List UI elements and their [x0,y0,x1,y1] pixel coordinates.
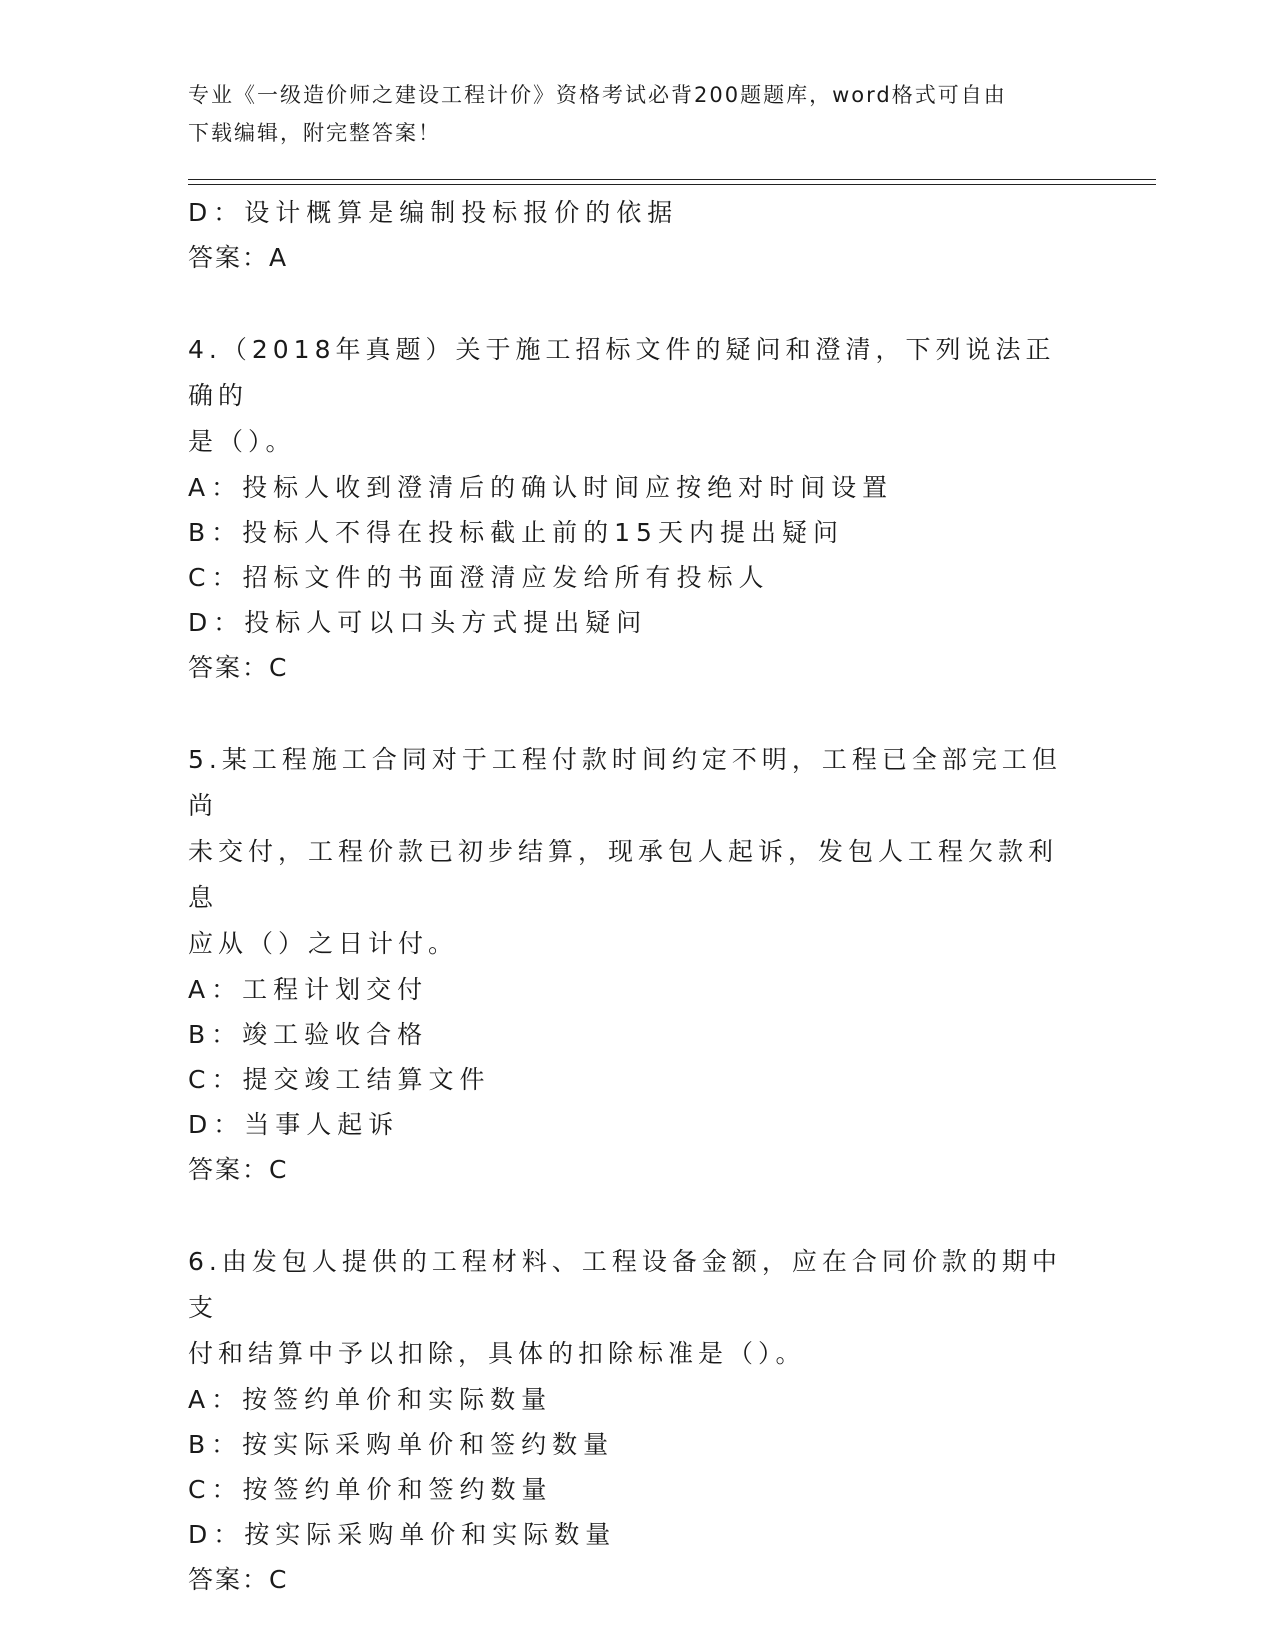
option-b: B：竣工验收合格 [188,1020,429,1049]
question-stem-line: 未交付，工程价款已初步结算，现承包人起诉，发包人工程欠款利息 [188,837,1059,912]
question-list [188,190,1068,1603]
question-5 [188,737,1068,1193]
spacer [188,691,1068,737]
header-title-line-1: 专业《一级造价师之建设工程计价》资格考试必背200题题库，word格式可自由 [188,83,1007,107]
option-d: D：投标人可以口头方式提出疑问 [188,608,648,637]
spacer [188,281,1068,327]
answer-line: 答案：C [188,653,289,682]
answer-line: 答案：C [188,1565,289,1594]
option-d: D：当事人起诉 [188,1110,400,1139]
question-3-carryover [188,190,1068,281]
option-d: D：按实际采购单价和实际数量 [188,1520,617,1549]
question-stem-line: 应从（）之日计付。 [188,929,459,958]
question-stem-line: 是（）。 [188,427,296,456]
option-a: A：工程计划交付 [188,975,429,1004]
document-header [188,76,1068,152]
header-title-line-2: 下载编辑，附完整答案！ [188,121,441,145]
option-b: B：按实际采购单价和签约数量 [188,1430,615,1459]
question-stem-line: 4.（2018年真题）关于施工招标文件的疑问和澄清，下列说法正确的 [188,335,1056,410]
question-6 [188,1239,1068,1603]
option-c: C：按签约单价和签约数量 [188,1475,553,1504]
header-divider-top [188,179,1156,180]
option-c: C：提交竣工结算文件 [188,1065,491,1094]
spacer [188,1193,1068,1239]
header-divider-bottom [188,184,1156,185]
question-stem-line: 付和结算中予以扣除，具体的扣除标准是（）。 [188,1339,806,1368]
option-c: C：招标文件的书面澄清应发给所有投标人 [188,563,770,592]
question-stem-line: 6.由发包人提供的工程材料、工程设备金额，应在合同价款的期中支 [188,1247,1062,1322]
answer-line: 答案：A [188,243,289,272]
question-stem-line: 5.某工程施工合同对于工程付款时间约定不明，工程已全部完工但尚 [188,745,1062,820]
option-a: A：投标人收到澄清后的确认时间应按绝对时间设置 [188,473,894,502]
option-d: D：设计概算是编制投标报价的依据 [188,198,679,227]
question-4 [188,327,1068,691]
option-a: A：按签约单价和实际数量 [188,1385,553,1414]
answer-line: 答案：C [188,1155,289,1184]
option-b: B：投标人不得在投标截止前的15天内提出疑问 [188,518,844,547]
